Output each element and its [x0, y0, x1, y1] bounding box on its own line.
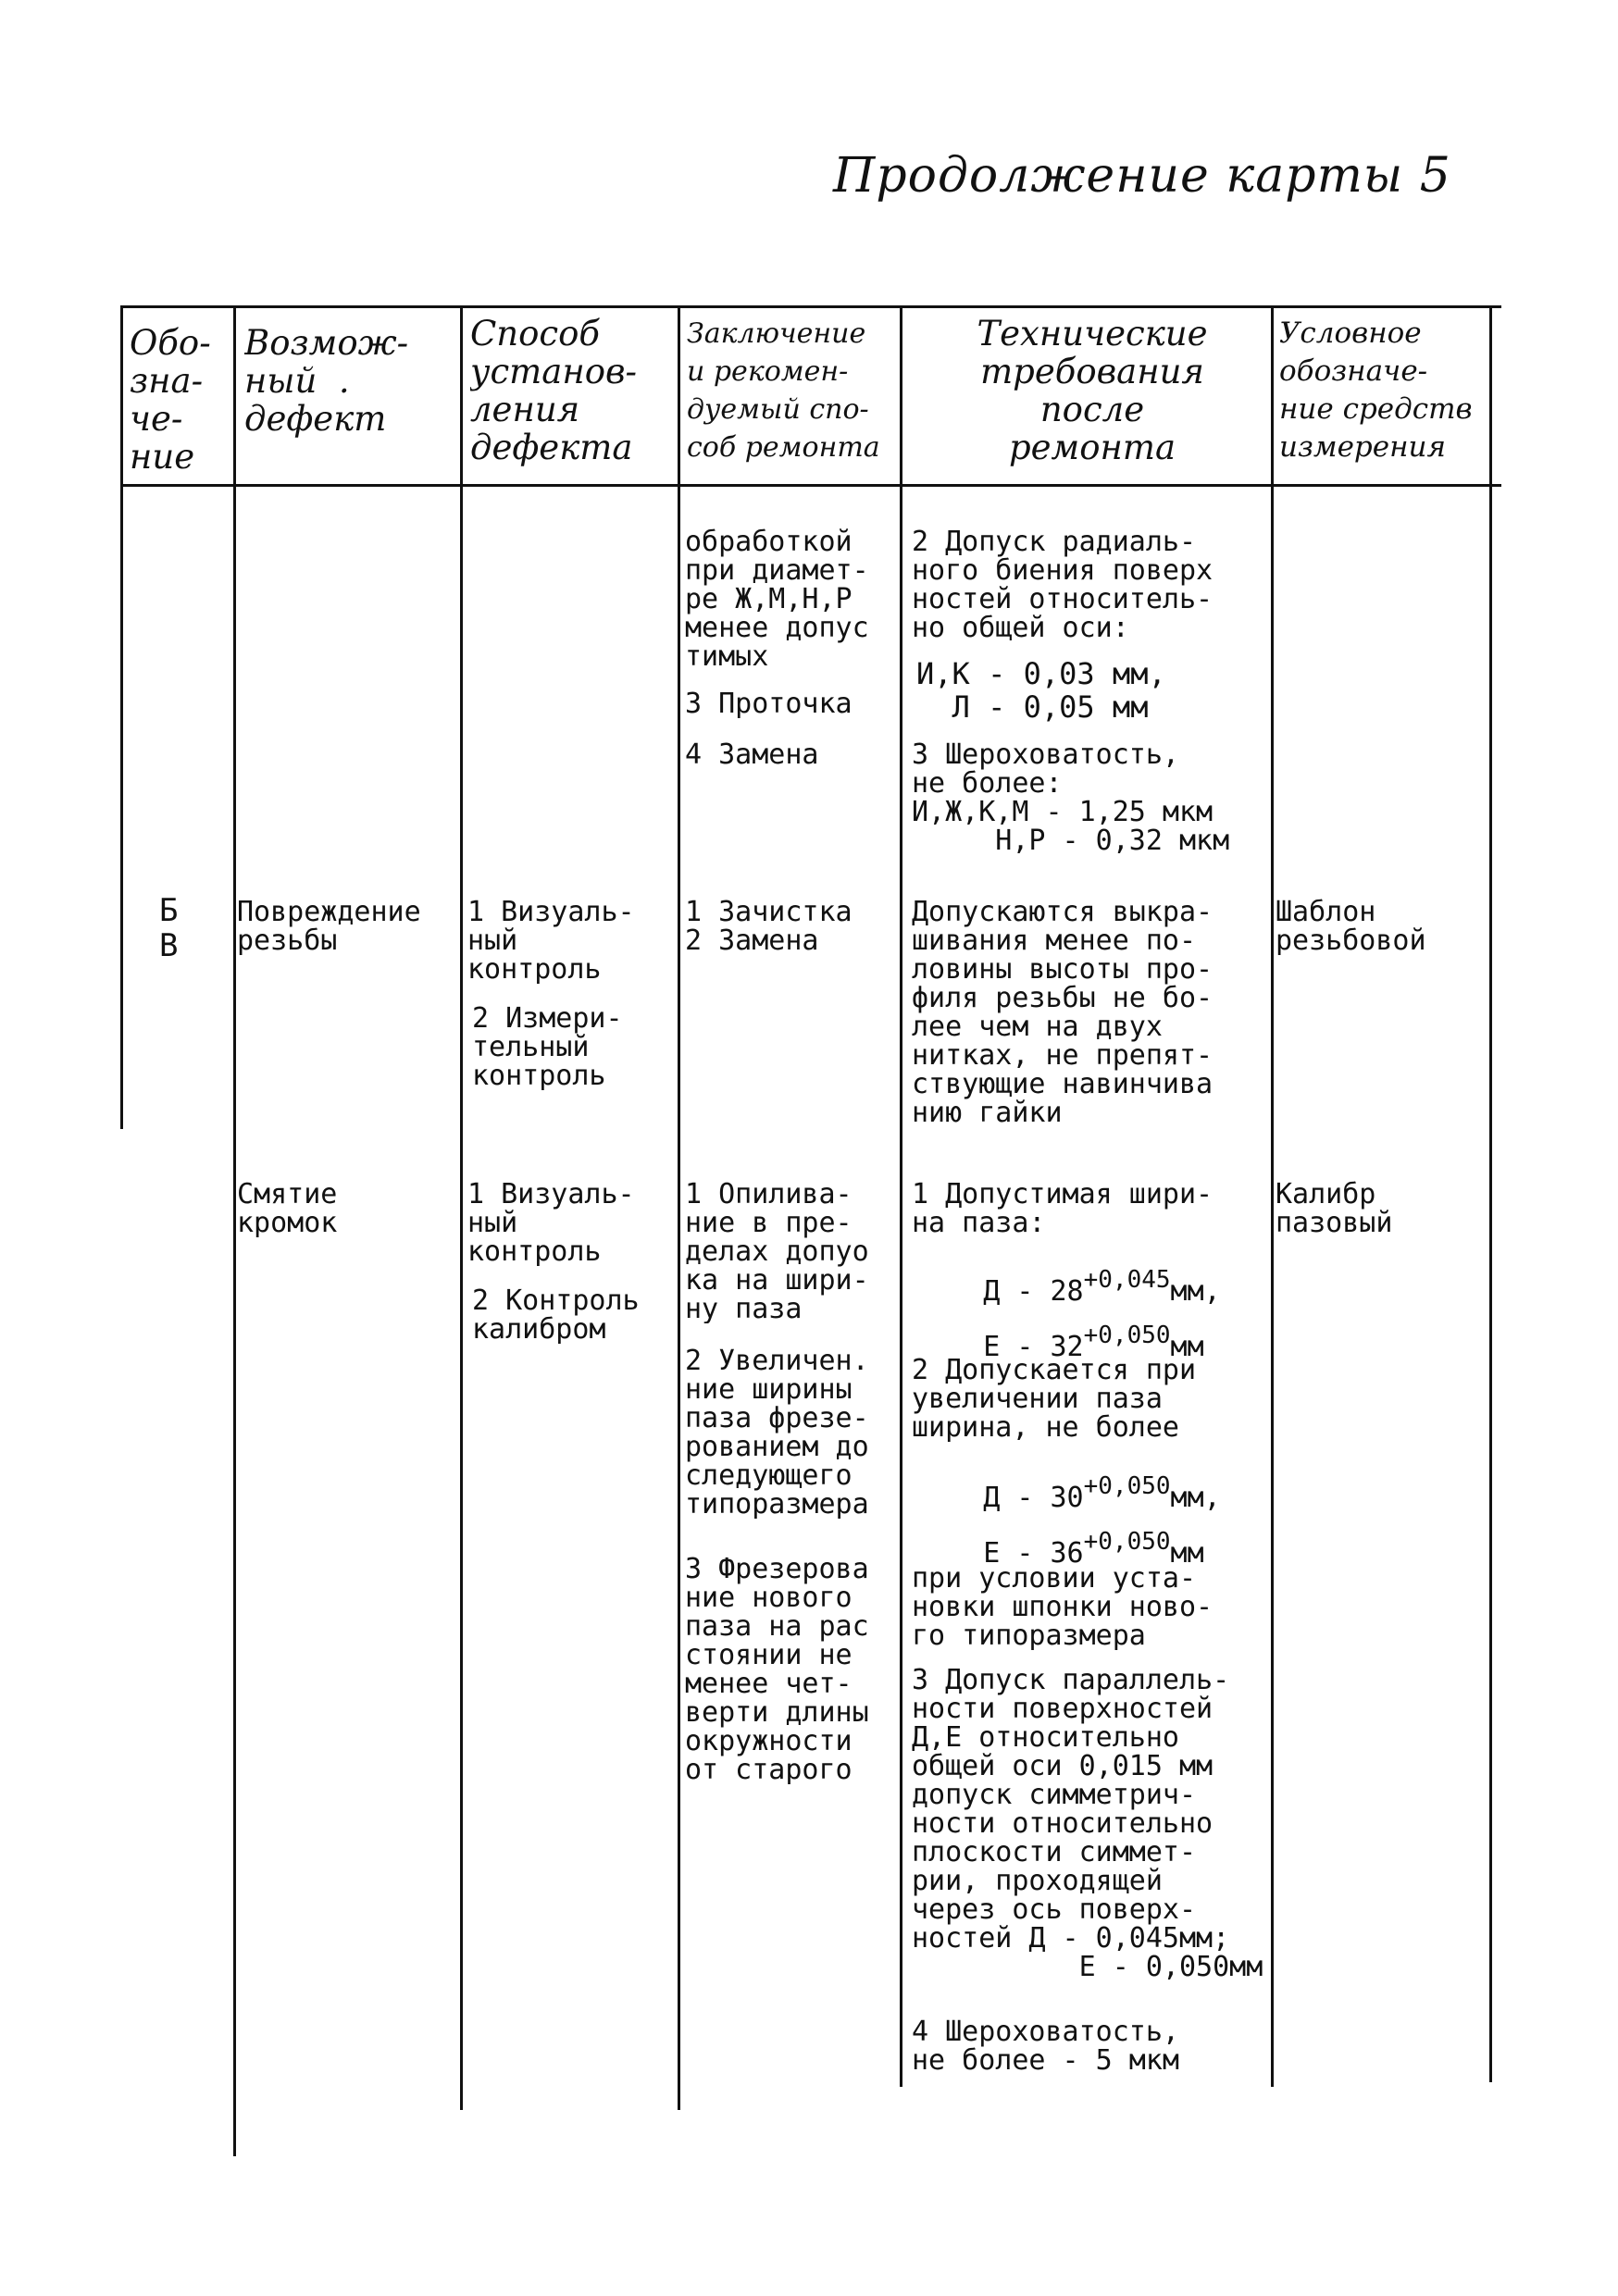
row3-requirement-roughness: 4 Шероховатость, не более - 5 мкм — [912, 2017, 1179, 2075]
row3-repair-widening: 2 Увеличен. ние ширины паза фрезе- рованием до следующего типоразмера — [685, 1347, 869, 1519]
row3-method-visual: 1 Визуаль- ный контроль — [467, 1180, 635, 1266]
column-border-right — [1489, 305, 1492, 2082]
row2-method-visual: 1 Визуаль- ный контроль — [467, 898, 635, 984]
row2-repair: 1 Зачистка 2 Замена — [685, 898, 853, 955]
row1-repair-replacement: 4 Замена — [685, 740, 819, 769]
column-header-repair: Заключение и рекомен- дуемый спо- соб ремонта — [687, 317, 880, 464]
column-border-2 — [460, 305, 463, 2110]
row2-requirements: Допускаются выкра- шивания менее по- ловины высоты про- филя резьбы не бо- лее чем на двух нитках, не препят- ствующие навинчива нию гайки — [912, 898, 1214, 1127]
row2-measuring-tool: Шаблон резьбовой — [1276, 898, 1426, 955]
row1-repair-continued: обработкой при диамет- ре Ж,М,Н,Р менее допус тимых — [685, 527, 869, 673]
column-header-measuring-tool: Условное обозначе- ние средств измерения — [1279, 316, 1473, 464]
row3-repair-new-slot: 3 Фрезерова ние нового паза на рас стоянии не менее чет- верти длины окружности от старого — [685, 1555, 869, 1784]
column-header-code: Обо- зна- че- ние — [130, 324, 211, 477]
column-border-1 — [233, 305, 236, 2156]
row3-requirement-slot-width: 1 Допустимая шири- на паза: — [912, 1180, 1214, 1237]
row2-defect: Повреждение резьбы — [237, 898, 421, 955]
column-border-5 — [1271, 305, 1274, 2087]
row2-method-measuring: 2 Измери- тельный контроль — [472, 1004, 623, 1090]
tolerance-superscript: +0,050 — [1083, 1472, 1171, 1500]
table-header-bottom-border — [120, 484, 1501, 487]
page-header-title: Продолжение карты 5 — [833, 148, 1451, 204]
table-top-border — [120, 305, 1501, 308]
tolerance-label: Д - 30 — [983, 1482, 1084, 1514]
row3-requirement-new-key: при условии уста- новки шпонки ново- го типоразмера — [912, 1564, 1214, 1650]
tolerance-unit: мм — [1170, 1331, 1204, 1363]
row1-requirement-runout: 2 Допуск радиаль- ного биения поверх ностей относитель- но общей оси: — [912, 527, 1214, 642]
row3-requirement-widening: 2 Допускается при увеличении паза ширина, не более — [912, 1356, 1197, 1442]
row3-method-gauge: 2 Контроль калибром — [472, 1286, 640, 1344]
tolerance-label: Е - 36 — [983, 1537, 1084, 1570]
column-header-defect: Возмож- ный . дефект — [244, 324, 409, 439]
tolerance-label: Д - 28 — [983, 1275, 1084, 1308]
column-border-4 — [900, 305, 902, 2087]
column-border-3 — [678, 305, 680, 2110]
tolerance-unit: мм, — [1170, 1275, 1221, 1308]
column-border-left — [120, 305, 123, 1129]
row1-requirement-runout-values: И,К - 0,03 мм, Л - 0,05 мм — [916, 657, 1166, 724]
row1-repair-turning: 3 Проточка — [685, 689, 853, 718]
column-header-detection-method: Способ установ- ления дефекта — [470, 315, 638, 467]
row3-defect: Смятие кромок — [237, 1180, 338, 1237]
tolerance-superscript: +0,045 — [1083, 1266, 1171, 1294]
row3-repair-filing: 1 Опилива- ние в пре- делах допуо ка на шири- ну паза — [685, 1180, 869, 1323]
tolerance-superscript: +0,050 — [1083, 1322, 1171, 1349]
row3-requirement-parallelism: 3 Допуск параллель- ности поверхностей Д,Е относительно общей оси 0,015 мм допуск симметрич- ности относительно плоскости симмет- рии, проходящей через ось поверх- ностей Д - 0,045мм; Е - 0,050мм — [912, 1666, 1263, 1981]
row2-code: Б В — [159, 892, 179, 964]
tolerance-label: Е - 32 — [983, 1331, 1084, 1363]
row3-measuring-tool: Калибр пазовый — [1276, 1180, 1393, 1237]
row1-requirement-roughness: 3 Шероховатость, не более: И,Ж,К,М - 1,25 мкм Н,Р - 0,32 мкм — [912, 740, 1230, 855]
tolerance-superscript: +0,050 — [1083, 1528, 1171, 1556]
column-header-requirements: Технические требования после ремонта — [977, 315, 1208, 467]
tolerance-unit: мм, — [1170, 1482, 1221, 1514]
tolerance-unit: мм — [1170, 1537, 1204, 1570]
